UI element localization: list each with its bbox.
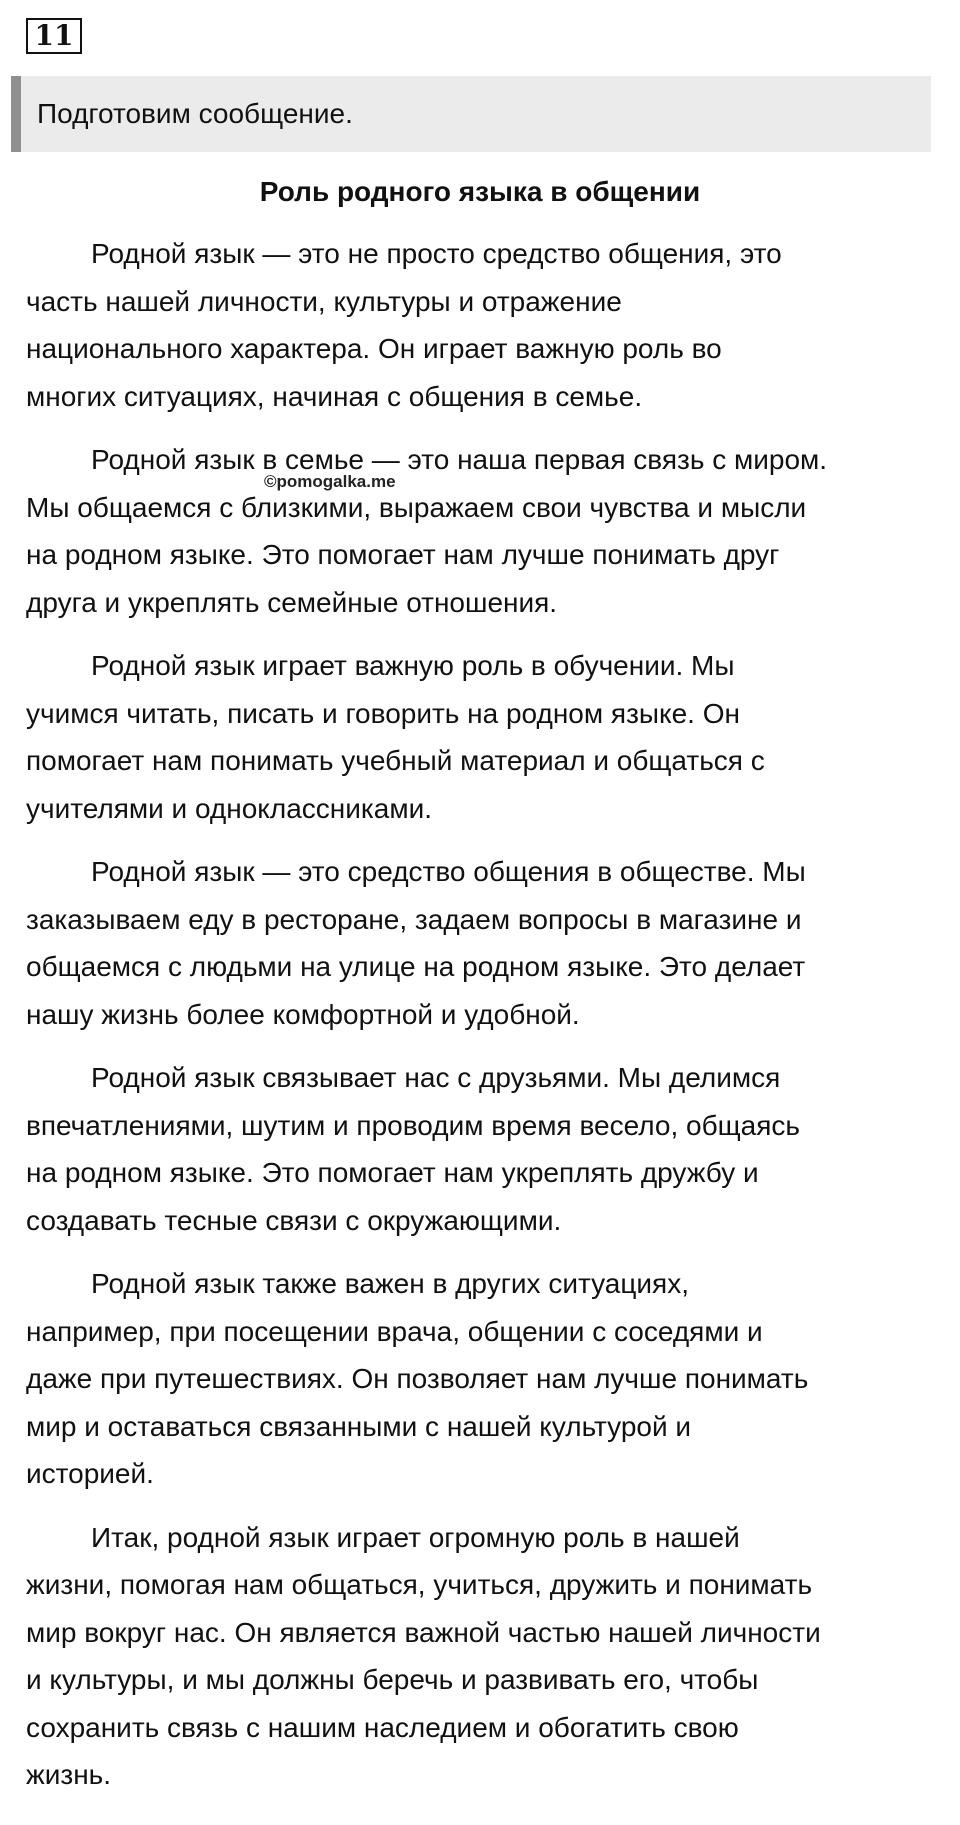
text-line: впечатлениями, шутим и проводим время весело, общаясь: [26, 1109, 801, 1141]
task-number-box: 11: [26, 18, 82, 54]
document-body: [26, 230, 960, 1815]
text-line: Родной язык связывает нас с друзьями. Мы делимся: [91, 1062, 781, 1093]
paragraph-4: [26, 848, 960, 1038]
paragraph-1: [26, 230, 960, 420]
paragraph-5: [26, 1054, 960, 1244]
text-line: мир и оставаться связанными с нашей культурой и: [26, 1410, 692, 1442]
paragraph-3: [26, 642, 960, 832]
text-line: учимся читать, писать и говорить на родном языке. Он: [26, 697, 740, 729]
text-line: национального характера. Он играет важную роль во: [26, 333, 722, 364]
text-line: Родной язык играет важную роль в обучении. Мы: [91, 650, 735, 681]
paragraph-2: [26, 436, 960, 626]
text-line: Родной язык в семье — это наша первая связь с миром.: [91, 444, 828, 475]
text-line: жизни, помогая нам общаться, учиться, дружить и понимать: [26, 1569, 813, 1600]
text-line: общаемся с людьми на улице на родном языке. Это делает: [26, 951, 806, 982]
text-line: Родной язык — это не просто средство общения, это: [91, 238, 782, 269]
watermark-text: ©pomogalka.me: [264, 472, 396, 491]
text-line: создавать тесные связи с окружающими.: [26, 1204, 562, 1236]
text-line: заказываем еду в ресторане, задаем вопросы в магазине и: [26, 903, 802, 935]
text-line: Мы общаемся с близкими, выражаем свои чувства и мысли: [26, 491, 807, 523]
text-line: и культуры, и мы должны беречь и развивать его, чтобы: [26, 1664, 759, 1695]
text-line: Итак, родной язык играет огромную роль в нашей: [91, 1521, 740, 1553]
text-line: Родной язык — это средство общения в обществе. Мы: [91, 856, 806, 887]
paragraph-7: [26, 1514, 960, 1799]
instruction-banner: Подготовим сообщение.: [11, 76, 931, 152]
text-line: сохранить связь с нашим наследием и обогатить свою: [26, 1711, 739, 1743]
text-line: мир вокруг нас. Он является важной частью нашей личности: [26, 1616, 821, 1648]
text-line: историей.: [26, 1458, 154, 1489]
text-line: на родном языке. Это помогает нам лучше понимать друг: [26, 539, 780, 570]
text-line: учителями и одноклассниками.: [26, 792, 432, 824]
text-line: Родной язык также важен в других ситуациях,: [91, 1268, 689, 1299]
text-line: многих ситуациях, начиная с общения в семье.: [26, 380, 643, 412]
text-line: нашу жизнь более комфортной и удобной.: [26, 998, 580, 1030]
text-line: даже при путешествиях. Он позволяет нам лучше понимать: [26, 1363, 809, 1394]
text-line: часть нашей личности, культуры и отражение: [26, 285, 622, 317]
paragraph-6: [26, 1260, 960, 1498]
text-line: друга и укреплять семейные отношения.: [26, 586, 558, 618]
text-line: жизнь.: [26, 1759, 112, 1790]
text-line: на родном языке. Это помогает нам укреплять дружбу и: [26, 1157, 759, 1188]
text-line: например, при посещении врача, общении с соседями и: [26, 1315, 763, 1347]
text-line: помогает нам понимать учебный материал и общаться с: [26, 745, 765, 776]
document-title: Роль родного языка в общении: [259, 176, 701, 207]
